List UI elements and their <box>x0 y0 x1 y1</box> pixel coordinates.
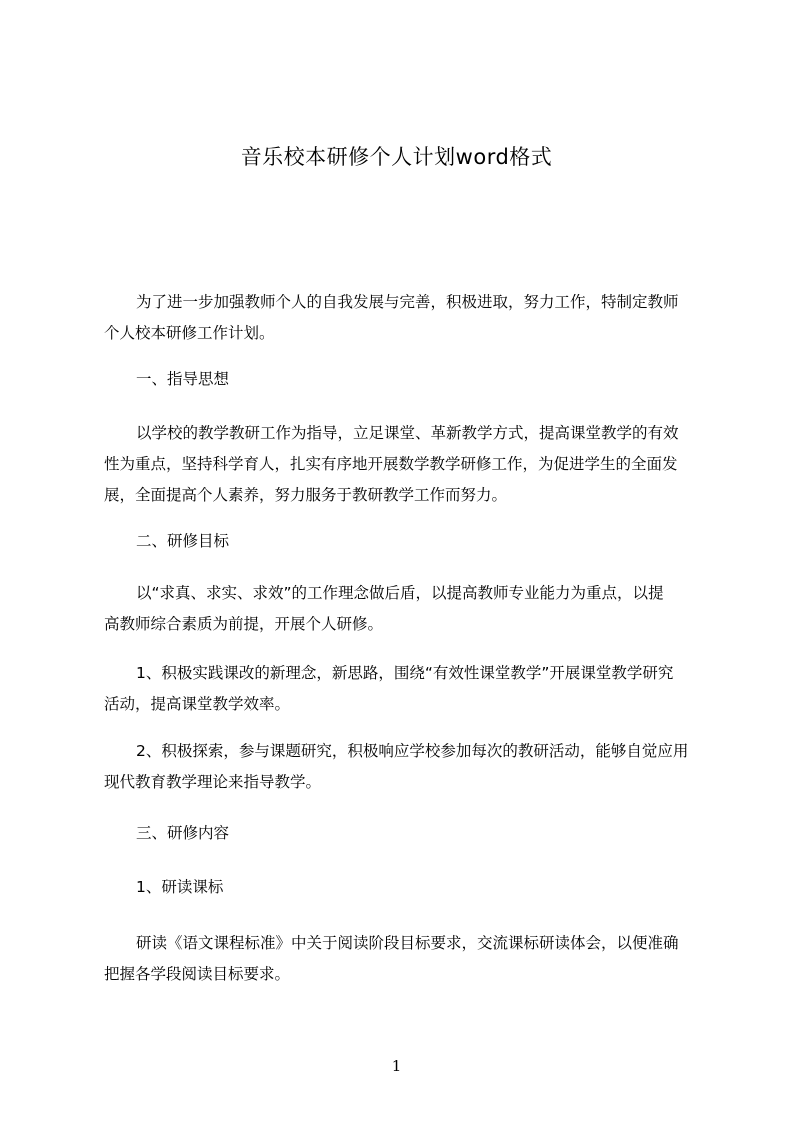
research-goals-paragraph <box>104 578 716 640</box>
paragraph-line: 2、积极探索，参与课题研究，积极响应学校参加每次的教研活动，能够自觉应用 <box>136 742 689 760</box>
guiding-thought-paragraph <box>104 418 716 511</box>
section-heading: 1、研读课标 <box>136 878 224 896</box>
paragraph-line: 研读《语文课程标准》中关于阅读阶段目标要求，交流课标研读体会，以便准确 <box>136 934 679 952</box>
paragraph-line: 现代教育教学理论来指导教学。 <box>104 773 322 791</box>
section-heading-guiding-thought <box>104 364 716 395</box>
paragraph-line: 个人校本研修工作计划。 <box>104 324 275 342</box>
section-heading-research-goals <box>104 526 716 557</box>
section-heading: 二、研修目标 <box>136 532 230 550</box>
section-heading: 一、指导思想 <box>136 370 230 388</box>
paragraph-line: 把握各学段阅读目标要求。 <box>104 965 291 983</box>
goal-item-2 <box>104 736 716 798</box>
intro-paragraph <box>104 287 716 349</box>
goal-item-1 <box>104 658 716 720</box>
content-subheading-study-standards <box>104 872 716 903</box>
paragraph-line: 1、积极实践课改的新理念，新思路，围绕“有效性课堂教学”开展课堂教学研究 <box>136 664 674 682</box>
content-paragraph-study-standards <box>104 928 716 990</box>
paragraph-line: 展，全面提高个人素养，努力服务于教研教学工作而努力。 <box>104 486 508 504</box>
paragraph-line: 活动，提高课堂教学效率。 <box>104 695 291 713</box>
paragraph-line: 以学校的教学教研工作为指导，立足课堂、革新教学方式，提高课堂教学的有效 <box>136 424 679 442</box>
section-heading: 三、研修内容 <box>136 824 230 842</box>
page-number: 1 <box>391 1057 402 1075</box>
section-heading-research-content <box>104 818 716 849</box>
paragraph-line: 以“求真、求实、求效”的工作理念做后盾，以提高教师专业能力为重点，以提 <box>136 584 664 602</box>
paragraph-line: 为了进一步加强教师个人的自我发展与完善，积极进取，努力工作，特制定教师 <box>136 293 679 311</box>
document-title: 音乐校本研修个人计划word格式 <box>240 145 553 169</box>
paragraph-line: 性为重点，坚持科学育人，扎实有序地开展数学教学研修工作，为促进学生的全面发 <box>104 455 678 473</box>
paragraph-line: 高教师综合素质为前提，开展个人研修。 <box>104 615 384 633</box>
